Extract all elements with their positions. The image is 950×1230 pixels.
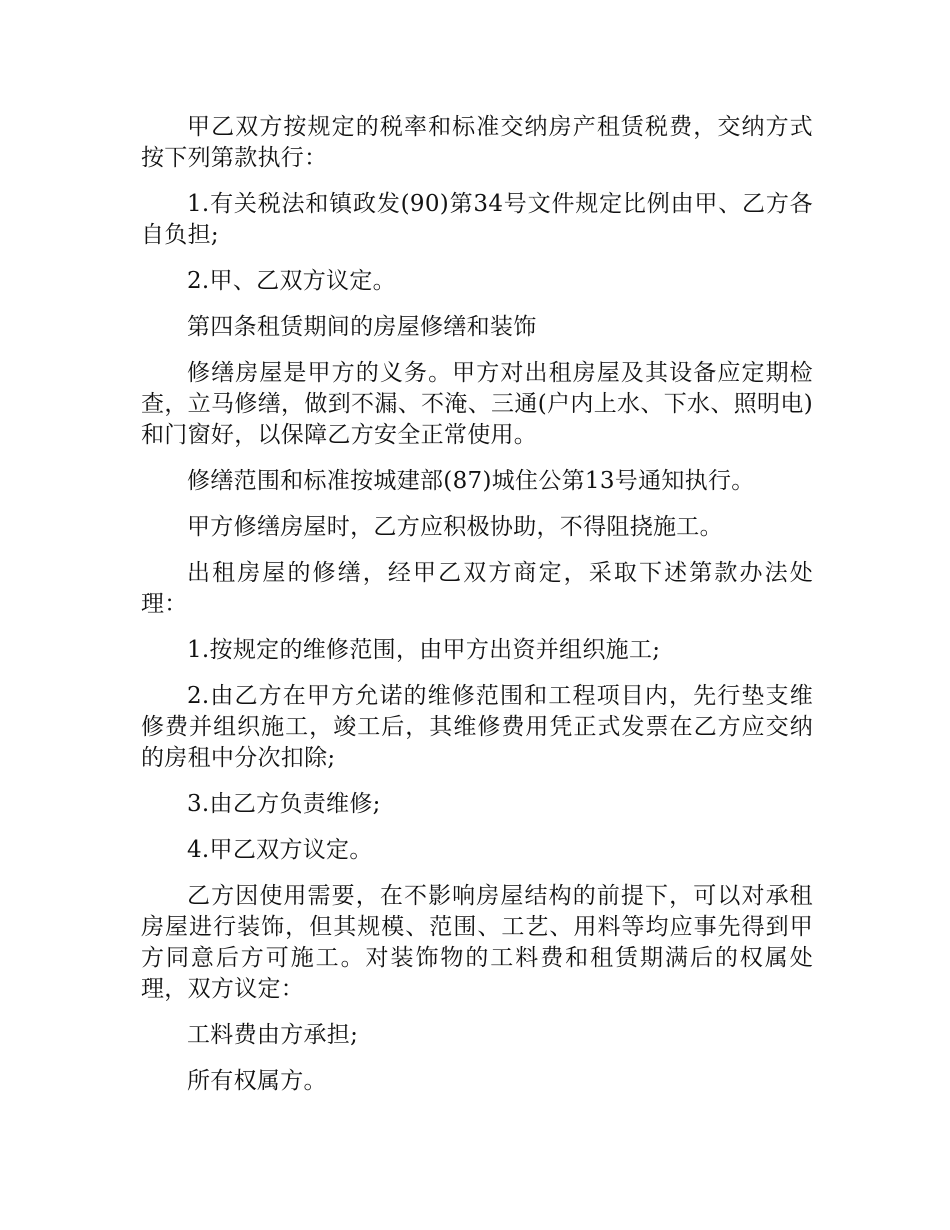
- repair-method-paragraph: 出租房屋的修缮，经甲乙双方商定，采取下述第款办法处理：: [141, 560, 813, 617]
- article-heading: 第四条租赁期间的房屋修缮和装饰: [187, 314, 537, 340]
- repair-option-1: 1.按规定的维修范围，由甲方出资并组织施工;: [187, 637, 661, 663]
- repair-option-2: 2.由乙方在甲方允诺的维修范围和工程项目内，先行垫支维修费并组织施工，竣工后，其维修费用凭正式发票在乙方应交纳的房租中分次扣除;: [141, 683, 813, 771]
- decoration-paragraph: 乙方因使用需要，在不影响房屋结构的前提下，可以对承租房屋进行装饰，但其规模、范围、工艺、用料等均应事先得到甲方同意后方可施工。对装饰物的工料费和租赁期满后的权属处理，双方议定：: [141, 883, 813, 1002]
- repair-obligation-paragraph: 修缮房屋是甲方的义务。甲方对出租房屋及其设备应定期检查，立马修缮，做到不漏、不淹、三通(户内上水、下水、照明电)和门窗好，以保障乙方安全正常使用。: [141, 360, 813, 448]
- repair-option-4: 4.甲乙双方议定。: [187, 837, 373, 863]
- material-cost-line: 工料费由方承担;: [187, 1022, 359, 1048]
- repair-standard-paragraph: 修缮范围和标准按城建部(87)城住公第13号通知执行。: [187, 468, 755, 494]
- tax-paragraph: 甲乙双方按规定的税率和标准交纳房产租赁税费，交纳方式按下列第款执行：: [141, 114, 813, 171]
- tax-option-1: 1.有关税法和镇政发(90)第34号文件规定比例由甲、乙方各自负担;: [141, 191, 813, 248]
- tax-option-2: 2.甲、乙双方议定。: [187, 268, 396, 294]
- repair-option-3: 3.由乙方负责维修;: [187, 791, 381, 817]
- ownership-line: 所有权属方。: [187, 1068, 327, 1094]
- cooperation-paragraph: 甲方修缮房屋时，乙方应积极协助，不得阻挠施工。: [187, 514, 723, 540]
- document-page: [141, 112, 813, 1112]
